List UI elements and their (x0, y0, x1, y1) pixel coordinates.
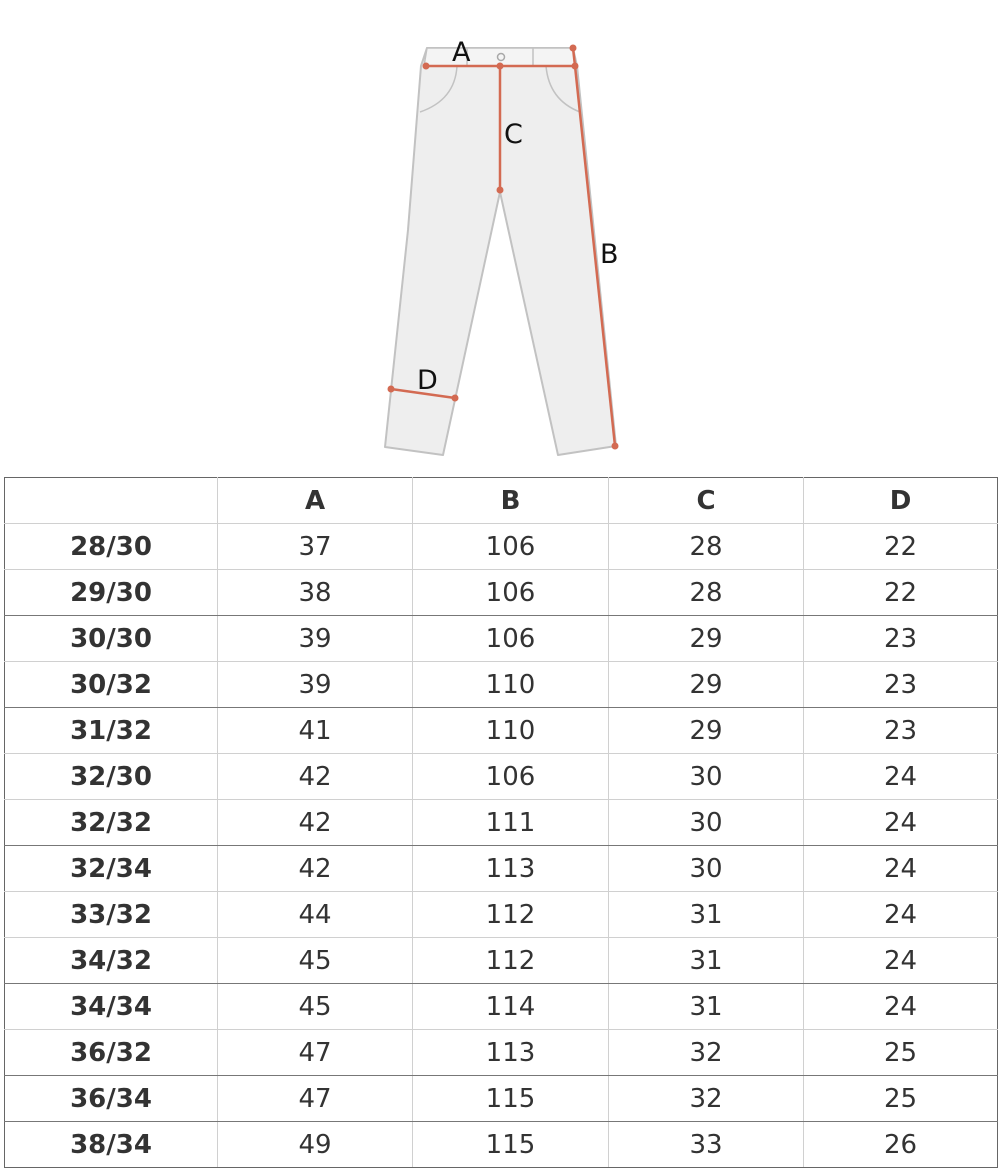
measurement-value: 115 (413, 1076, 609, 1122)
measurement-value: 31 (609, 938, 804, 984)
measure-point (497, 187, 504, 194)
measurement-value: 23 (804, 616, 998, 662)
size-label: 31/32 (5, 708, 218, 754)
measurement-value: 44 (218, 892, 413, 938)
measurement-value: 106 (413, 754, 609, 800)
table-row (5, 984, 998, 1030)
measurement-value: 24 (804, 754, 998, 800)
size-label: 30/32 (5, 662, 218, 708)
column-header: C (609, 478, 804, 524)
table-row (5, 570, 998, 616)
measurement-value: 114 (413, 984, 609, 1030)
measurement-value: 33 (609, 1122, 804, 1168)
measurement-value: 110 (413, 708, 609, 754)
table-row (5, 1076, 998, 1122)
size-label: 28/30 (5, 524, 218, 570)
measurement-value: 22 (804, 570, 998, 616)
measurement-value: 110 (413, 662, 609, 708)
table-row (5, 1030, 998, 1076)
measurement-value: 23 (804, 662, 998, 708)
table-row (5, 1122, 998, 1168)
size-label: 34/34 (5, 984, 218, 1030)
measurement-value: 47 (218, 1030, 413, 1076)
measurement-value: 24 (804, 984, 998, 1030)
measurement-value: 23 (804, 708, 998, 754)
measurement-value: 42 (218, 754, 413, 800)
measurement-value: 112 (413, 892, 609, 938)
measurement-value: 31 (609, 892, 804, 938)
measurement-value: 32 (609, 1076, 804, 1122)
size-label: 36/34 (5, 1076, 218, 1122)
table-row (5, 892, 998, 938)
size-label: 36/32 (5, 1030, 218, 1076)
measurement-value: 113 (413, 846, 609, 892)
measurement-value: 22 (804, 524, 998, 570)
label-c: C (504, 119, 523, 150)
measurement-value: 29 (609, 616, 804, 662)
measurement-value: 106 (413, 570, 609, 616)
measurement-value: 111 (413, 800, 609, 846)
table-row (5, 754, 998, 800)
measurement-value: 112 (413, 938, 609, 984)
table-row (5, 800, 998, 846)
size-chart-table (4, 477, 998, 1168)
table-row (5, 616, 998, 662)
column-header: B (413, 478, 609, 524)
measurement-value: 32 (609, 1030, 804, 1076)
measure-point (452, 395, 459, 402)
measure-point (612, 443, 619, 450)
measurement-value: 113 (413, 1030, 609, 1076)
table-row (5, 524, 998, 570)
table-body (5, 524, 998, 1168)
measurement-value: 41 (218, 708, 413, 754)
measurement-value: 31 (609, 984, 804, 1030)
table-row (5, 938, 998, 984)
measurement-value: 30 (609, 754, 804, 800)
size-label: 32/34 (5, 846, 218, 892)
measurement-value: 115 (413, 1122, 609, 1168)
table-row (5, 846, 998, 892)
column-header: D (804, 478, 998, 524)
measurement-value: 106 (413, 524, 609, 570)
size-label: 29/30 (5, 570, 218, 616)
size-label: 33/32 (5, 892, 218, 938)
measurement-value: 45 (218, 984, 413, 1030)
measurement-value: 25 (804, 1076, 998, 1122)
size-label: 38/34 (5, 1122, 218, 1168)
measurement-value: 45 (218, 938, 413, 984)
measurement-value: 28 (609, 524, 804, 570)
measurement-value: 30 (609, 800, 804, 846)
size-label: 32/30 (5, 754, 218, 800)
measurement-value: 42 (218, 800, 413, 846)
measurement-value: 39 (218, 662, 413, 708)
table-corner-cell (5, 478, 218, 524)
measurement-value: 24 (804, 892, 998, 938)
measurement-value: 29 (609, 662, 804, 708)
label-d: D (417, 365, 438, 396)
label-a: A (452, 37, 471, 68)
measurement-value: 37 (218, 524, 413, 570)
measurement-value: 24 (804, 938, 998, 984)
measurement-value: 49 (218, 1122, 413, 1168)
measure-point (570, 45, 577, 52)
measurement-value: 39 (218, 616, 413, 662)
measure-point (423, 63, 430, 70)
size-label: 32/32 (5, 800, 218, 846)
measurement-value: 38 (218, 570, 413, 616)
measurement-value: 25 (804, 1030, 998, 1076)
measurement-value: 24 (804, 800, 998, 846)
measurement-value: 24 (804, 846, 998, 892)
measurement-value: 47 (218, 1076, 413, 1122)
table-row (5, 708, 998, 754)
measurement-value: 26 (804, 1122, 998, 1168)
size-label: 34/32 (5, 938, 218, 984)
measurement-value: 28 (609, 570, 804, 616)
table-header-row (5, 478, 998, 524)
measurement-value: 30 (609, 846, 804, 892)
trousers-measurement-diagram (0, 0, 1000, 470)
measure-point (497, 63, 504, 70)
measure-point (388, 386, 395, 393)
table-row (5, 662, 998, 708)
size-label: 30/30 (5, 616, 218, 662)
measurement-value: 106 (413, 616, 609, 662)
measurement-value: 42 (218, 846, 413, 892)
measurement-value: 29 (609, 708, 804, 754)
label-b: B (600, 239, 619, 270)
column-header: A (218, 478, 413, 524)
